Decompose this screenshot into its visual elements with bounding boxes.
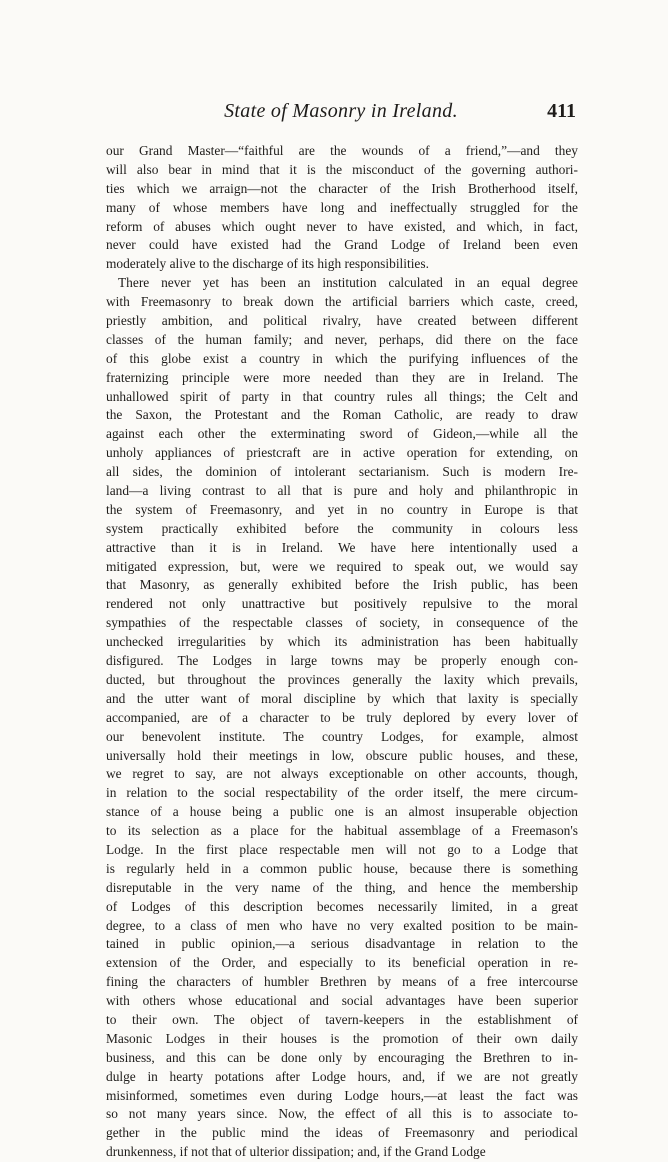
text-line: rendered not only unattractive but positively repulsive to the moral xyxy=(106,596,578,612)
text-line: priestly ambition, and political rivalry, have created between different xyxy=(106,313,578,329)
text-line: sympathies of the respectable classes of society, in consequence of the xyxy=(106,615,578,631)
text-line: with others whose educational and social advantages have been superior xyxy=(106,993,578,1009)
text-line: degree, to a class of men who have no very exalted position to be main- xyxy=(106,917,578,933)
text-line: of Lodges of this description becomes necessarily limited, in a great xyxy=(106,898,578,914)
text-line: will also bear in mind that it is the misconduct of the governing authori- xyxy=(106,161,578,177)
text-line: accompanied, are of a character to be truly deplored by every lover of xyxy=(106,709,578,725)
text-line: reform of abuses which ought never to have existed, and which, in fact, xyxy=(106,218,578,234)
text-line: all sides, the dominion of intolerant sectarianism. Such is modern Ire- xyxy=(106,464,578,480)
text-line: universally hold their meetings in low, obscure public houses, and these, xyxy=(106,747,578,763)
text-line: attractive than it is in Ireland. We have here intentionally used a xyxy=(106,539,578,555)
text-line: misinformed, sometimes even during Lodge hours,—at least the fact was xyxy=(106,1087,578,1103)
text-line: classes of the human family; and never, perhaps, did there on the face xyxy=(106,331,578,347)
text-line: in relation to the social respectability of the order itself, the mere circum- xyxy=(106,785,578,801)
text-line: dulge in hearty potations after Lodge hours, and, if we are not greatly xyxy=(106,1068,578,1084)
text-line: unhallowed spirit of party in that country rules all things; the Celt and xyxy=(106,388,578,404)
text-line: Masonic Lodges in their houses is the promotion of their own daily xyxy=(106,1030,578,1046)
text-line: land—a living contrast to all that is pure and holy and philanthropic in xyxy=(106,483,578,499)
text-line: gether in the public mind the ideas of Freemasonry and periodical xyxy=(106,1125,578,1141)
text-line: so not many years since. Now, the effect of all this is to associate to- xyxy=(106,1106,578,1122)
text-line: our benevolent institute. The country Lodges, for example, almost xyxy=(106,728,578,744)
text-line: is regularly held in a common public house, because there is something xyxy=(106,860,578,876)
text-line: mitigated expression, but, were we required to speak out, we would say xyxy=(106,558,578,574)
text-line: our Grand Master—“faithful are the wounds of a friend,”—and they xyxy=(106,143,578,158)
body-text xyxy=(106,142,578,1162)
text-line: extension of the Order, and especially to its beneficial operation in re- xyxy=(106,955,578,971)
text-line: of this globe exist a country in which the purifying influences of the xyxy=(106,350,578,366)
text-line: and the utter want of moral discipline by which that laxity is specially xyxy=(106,690,578,706)
text-line: Lodge. In the first place respectable men will not go to a Lodge that xyxy=(106,841,578,857)
text-line: to their own. The object of tavern-keepers in the establishment of xyxy=(106,1011,578,1027)
text-line: system practically exhibited before the community in colours less xyxy=(106,520,578,536)
text-line: we regret to say, are not always exceptionable on other accounts, though, xyxy=(106,766,578,782)
text-line: against each other the exterminating sword of Gideon,—while all the xyxy=(106,426,578,442)
text-line: business, and this can be done only by encouraging the Brethren to in- xyxy=(106,1049,578,1065)
text-line: ducted, but throughout the provinces generally the laxity which prevails, xyxy=(106,671,578,687)
text-line: to its selection as a place for the habitual assemblage of a Freemason's xyxy=(106,823,578,839)
text-line: unchecked irregularities by which its administration has been habitually xyxy=(106,634,578,650)
text-line: fraternizing principle were more needed than they are in Ireland. The xyxy=(106,369,578,385)
text-line: tained in public opinion,—a serious disadvantage in relation to the xyxy=(106,936,578,952)
text-line: disreputable in the very name of the thing, and hence the membership xyxy=(106,879,578,895)
text-line: fining the characters of humbler Brethren by means of a free intercourse xyxy=(106,974,578,990)
text-line: the system of Freemasonry, and yet in no country in Europe is that xyxy=(106,501,578,517)
text-line: never could have existed had the Grand Lodge of Ireland been even xyxy=(106,237,578,253)
text-line: ties which we arraign—not the character of the Irish Brotherhood itself, xyxy=(106,180,578,196)
text-line: the Saxon, the Protestant and the Roman Catholic, are ready to draw xyxy=(106,407,578,423)
text-line: disfigured. The Lodges in large towns may be properly enough con- xyxy=(106,653,578,669)
text-line: that Masonry, as generally exhibited before the Irish public, has been xyxy=(106,577,578,593)
text-line: many of whose members have long and ineffectually struggled for the xyxy=(106,199,578,215)
text-line: drunkenness, if not that of ulterior dissipation; and, if the Grand Lodge xyxy=(106,1144,486,1160)
text-line: stance of a house being a public one is an almost insuperable objection xyxy=(106,804,578,820)
text-line: unholy appliances of priestcraft are in active operation for extending, on xyxy=(106,445,578,461)
text-line: with Freemasonry to break down the artificial barriers which caste, creed, xyxy=(106,294,578,310)
page-header xyxy=(106,96,576,130)
running-title: State of Masonry in Ireland. xyxy=(224,100,458,122)
text-line: There never yet has been an institution calculated in an equal degree xyxy=(118,275,578,291)
text-line: moderately alive to the discharge of its high responsibilities. xyxy=(106,256,429,272)
page-number: 411 xyxy=(547,100,576,122)
